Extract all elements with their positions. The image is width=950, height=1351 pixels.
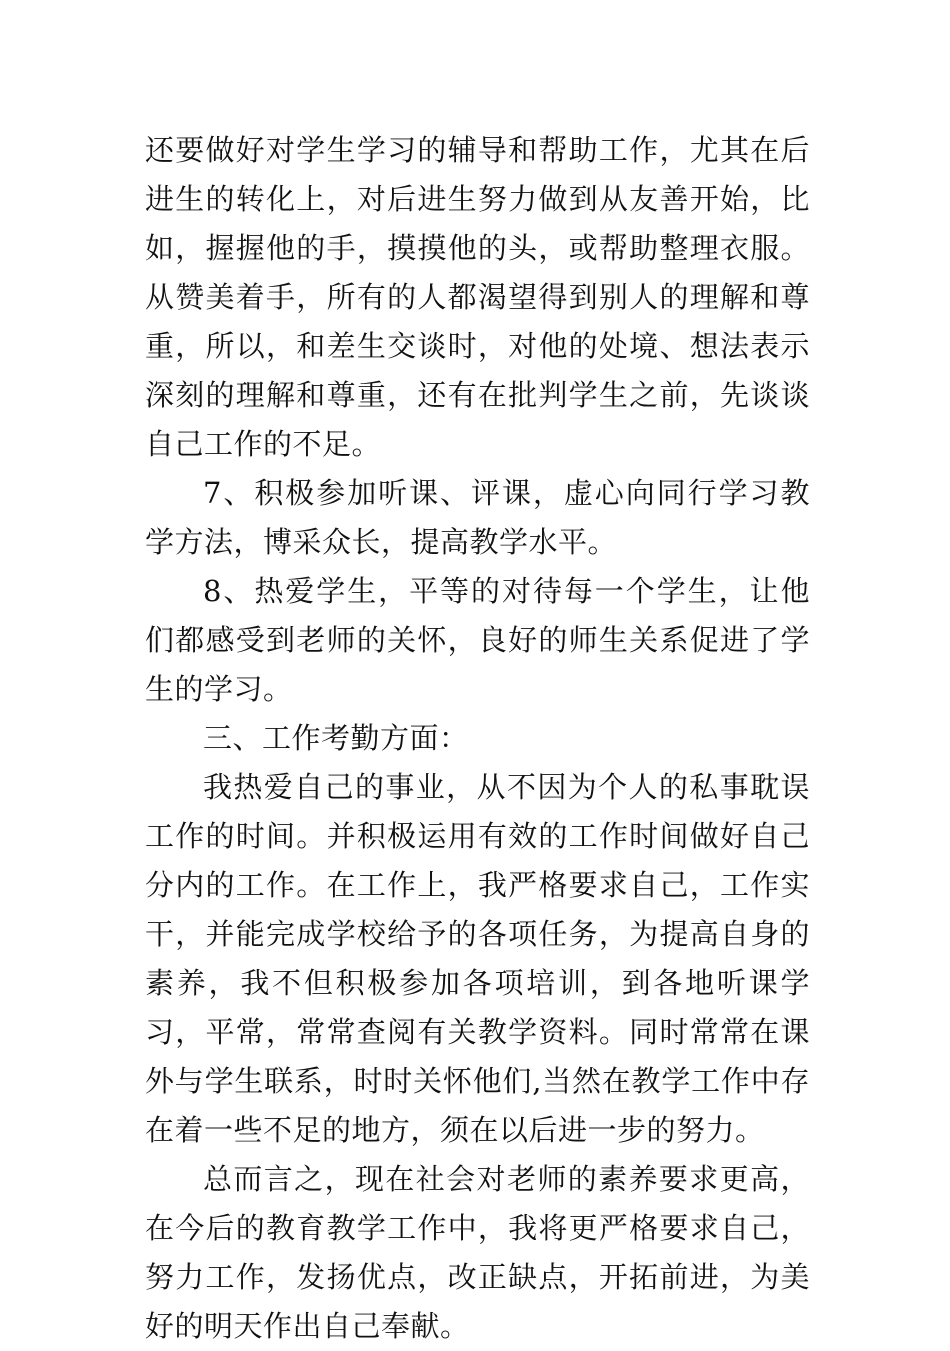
document-body: [145, 126, 810, 1351]
paragraph-conclusion: 总而言之，现在社会对老师的素养要求更高，在今后的教育教学工作中，我将更严格要求自己，努力工作，发扬优点，改正缺点，开拓前进，为美好的明天作出自己奉献。: [145, 1162, 810, 1343]
paragraph-attendance: 我热爱自己的事业，从不因为个人的私事耽误工作的时间。并积极运用有效的工作时间做好自己分内的工作。在工作上，我严格要求自己，工作实干，并能完成学校给予的各项任务，为提高自身的素养，我不但积极参加各项培训，到各地听课学习，平常，常常查阅有关教学资料。同时常常在课外与学生联系，时时关怀他们,当然在教学工作中存在着一些不足的地方，须在以后进一步的努力。: [145, 770, 810, 1147]
paragraph-item-8: 8、热爱学生，平等的对待每一个学生，让他们都感受到老师的关怀，良好的师生关系促进了学生的学习。: [145, 574, 810, 706]
section-heading-attendance: 三、工作考勤方面：: [203, 721, 469, 755]
paragraph-item-7: 7、积极参加听课、评课，虚心向同行学习教学方法，博采众长，提高教学水平。: [145, 476, 810, 559]
paragraph-continuation: 还要做好对学生学习的辅导和帮助工作，尤其在后进生的转化上，对后进生努力做到从友善开始，比如，握握他的手，摸摸他的头，或帮助整理衣服。从赞美着手，所有的人都渴望得到别人的理解和尊重，所以，和差生交谈时，对他的处境、想法表示深刻的理解和尊重，还有在批判学生之前，先谈谈自己工作的不足。: [145, 133, 810, 461]
